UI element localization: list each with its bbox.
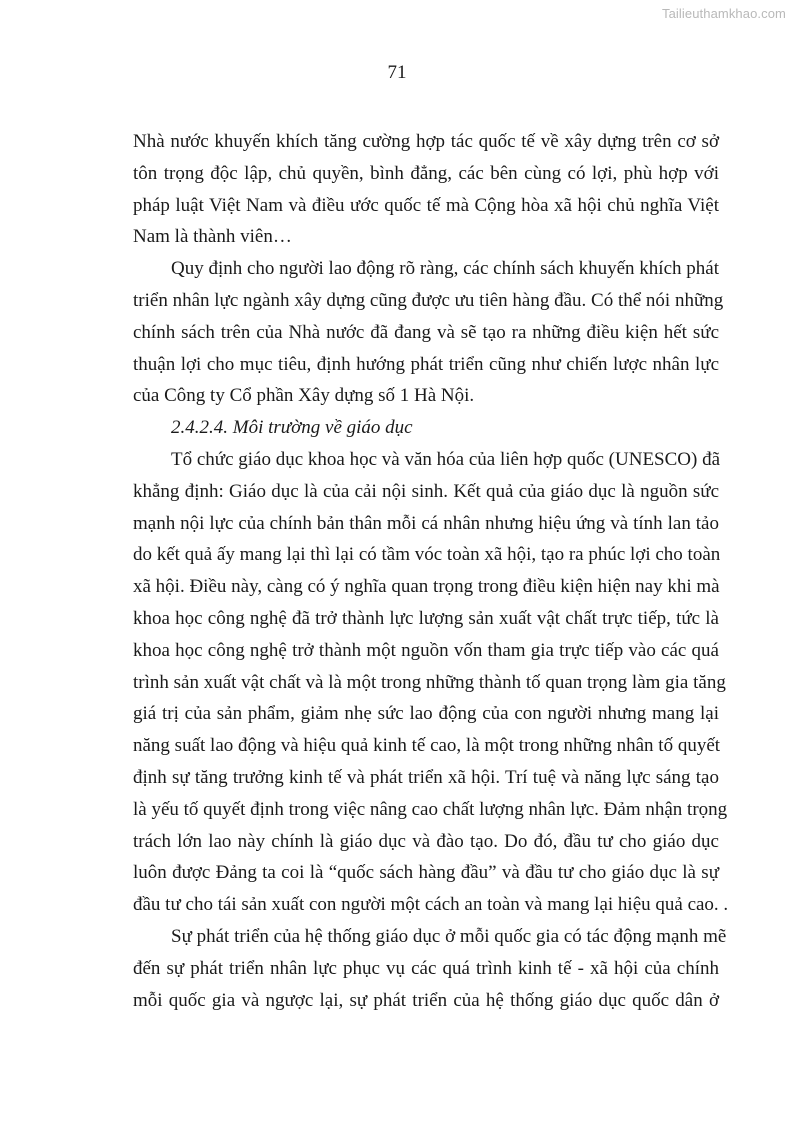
text-line: do kết quả ấy mang lại thì lại có tầm vóc toàn xã hội, tạo ra phúc lợi cho toàn <box>133 544 721 566</box>
paragraph <box>133 126 719 253</box>
text-line: là yếu tố quyết định trong việc nâng cao chất lượng nhân lực. Đảm nhận trọng <box>133 798 728 820</box>
text-line: mạnh nội lực của chính bản thân mỗi cá nhân nhưng hiệu ứng và tính lan tảo <box>133 512 719 534</box>
text-line: chính sách trên của Nhà nước đã đang và sẽ tạo ra những điều kiện hết sức <box>133 321 719 343</box>
text-line: đến sự phát triển nhân lực phục vụ các quá trình kinh tế - xã hội của chính <box>133 957 719 979</box>
text-line: thuận lợi cho mục tiêu, định hướng phát triển cũng như chiến lược nhân lực <box>133 353 719 375</box>
text-line: Nam là thành viên… <box>133 226 292 248</box>
text-line: Nhà nước khuyến khích tăng cường hợp tác quốc tế về xây dựng trên cơ sở <box>133 131 719 152</box>
text-line: mỗi quốc gia và ngược lại, sự phát triển của hệ thống giáo dục quốc dân ở <box>133 989 719 1011</box>
page-number: 71 <box>387 62 407 83</box>
text-line: Tổ chức giáo dục khoa học và văn hóa của liên hợp quốc (UNESCO) đã <box>171 448 721 470</box>
text-line: tôn trọng độc lập, chủ quyền, bình đẳng, các bên cùng có lợi, phù hợp với <box>133 162 719 184</box>
text-line: năng suất lao động và hiệu quả kinh tế cao, là một trong những nhân tố quyết <box>133 735 721 757</box>
text-line: trình sản xuất vật chất và là một trong những thành tố quan trọng làm gia tăng <box>133 671 726 693</box>
text-line: Sự phát triển của hệ thống giáo dục ở mỗi quốc gia có tác động mạnh mẽ <box>171 925 727 947</box>
section-heading: 2.4.2.4. Môi trường về giáo dục <box>171 417 413 439</box>
document-body <box>133 126 729 1016</box>
paragraph <box>133 444 729 921</box>
text-line: pháp luật Việt Nam và điều ước quốc tế mà Cộng hòa xã hội chủ nghĩa Việt <box>133 194 719 216</box>
text-line: khoa học công nghệ đã trở thành lực lượng sản xuất vật chất trực tiếp, tức là <box>133 607 719 629</box>
text-line: Quy định cho người lao động rõ ràng, các chính sách khuyến khích phát <box>171 258 719 280</box>
text-line: trách lớn lao này chính là giáo dục và đào tạo. Do đó, đầu tư cho giáo dục <box>133 830 719 852</box>
text-line: triển nhân lực ngành xây dựng cũng được ưu tiên hàng đầu. Có thể nói những <box>133 289 724 311</box>
text-line: định sự tăng trưởng kinh tế và phát triển xã hội. Trí tuệ và năng lực sáng tạo <box>133 766 719 788</box>
paragraph <box>133 253 724 412</box>
text-line: xã hội. Điều này, càng có ý nghĩa quan trọng trong điều kiện hiện nay khi mà <box>133 576 720 598</box>
paragraph <box>133 921 727 1016</box>
text-line: giá trị của sản phẩm, giảm nhẹ sức lao động của con người nhưng mang lại <box>133 703 719 725</box>
watermark: Tailieuthamkhao.com <box>661 6 786 21</box>
text-line: khẳng định: Giáo dục là của cải nội sinh. Kết quả của giáo dục là nguồn sức <box>133 480 719 502</box>
text-line: khoa học công nghệ trở thành một nguồn vốn tham gia trực tiếp vào các quá <box>133 639 719 661</box>
text-line: của Công ty Cổ phần Xây dựng số 1 Hà Nội. <box>133 385 475 407</box>
text-line: đầu tư cho tái sản xuất con người một cách an toàn và mang lại hiệu quả cao. . <box>133 894 729 916</box>
text-line: luôn được Đảng ta coi là “quốc sách hàng đầu” và đầu tư cho giáo dục là sự <box>133 862 719 884</box>
